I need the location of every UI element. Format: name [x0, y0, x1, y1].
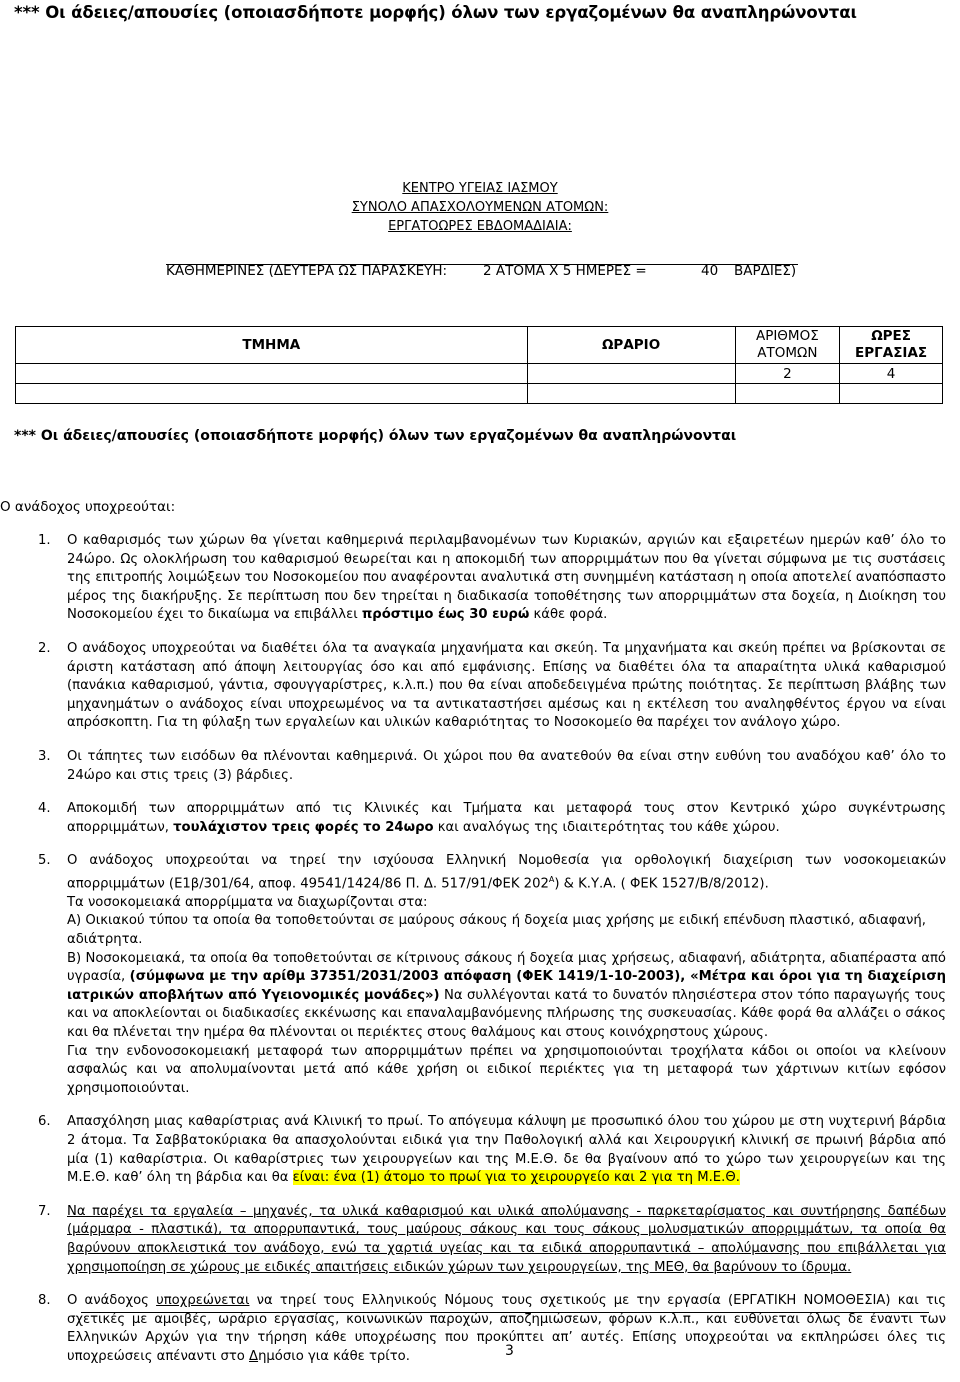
list-item: [0, 640, 960, 733]
item-text: Να παρέχει τα εργαλεία – μηχανές, τα υλικά καθαρισμού και υλικά απολύμανσης - παρκεταρίσματος και συντήρησης δαπέδων (μάρμαρα - πλαστικά), τα απορρυπαντικά, τους μαύρους σάκους και τους σάκους μολυσματικών απορριμμάτων, τα οποία θα βαρύνουν αποκλειστικά τον ανάδοχο, ενώ τα χαρτιά υγείας και τα ειδικά απορρυπαντικά – απολύμανσης που επιβάλλεται για χρησιμοποίηση σε χώρους με ειδικές απαιτήσεις ειδικών χώρων των χειρουργείων, της ΜΕΘ, θα βαρύνουν το ίδρυμα.: [67, 1203, 946, 1275]
item-number: 8.: [38, 1293, 51, 1309]
waste-category-a: Α) Οικιακού τύπου τα οποία θα τοποθετούνται σε μαύρους σάκους ή δοχεία μιας χρήσης με ειδική επένδυση πλαστικό, αδιαφανή, αδιάτρητα.: [67, 913, 926, 948]
item-text: Ο ανάδοχος υποχρεώνεται να τηρεί τους Ελληνικούς Νόμους τους σχετικούς με την εργασία (ΕΡΓΑΤΙΚΗ ΝΟΜΟΘΕΣΙΑ) και τις σχετικές με αμοιβές, ωράριο εργασίας, κοινωνικών παροχών, αποζημιώσεων, φόρων κ.λ.π., και ευθύνεται όλως δε έναντι των Ελληνικών Αρχών για την τήρηση κάθε υποχρέωσης που προκύπτει απ’ αυτές. Επίσης υποχρεούται να εκπληρώσει όλες τις υποχρεώσεις απέναντι στο Δημόσιο για κάθε τρίτο.: [67, 1293, 946, 1364]
staff-schedule-table: [15, 326, 943, 404]
cell-department: [16, 364, 528, 384]
highlighted-text: είναι: ένα (1) άτομο το πρωί για το χειρουργείο και 2 για τη Μ.Ε.Θ.: [292, 1170, 740, 1186]
cell-hours: 4: [840, 364, 943, 384]
item-number: 5.: [38, 853, 51, 869]
list-item: [0, 1292, 960, 1366]
item-text: Οι τάπητες των εισόδων θα πλένονται καθημερινά. Οι χώροι που θα ανατεθούν θα είναι στην ευθύνη του αναδόχου καθ’ όλο το 24ώρο και στις τρεις (3) βάρδιες.: [67, 748, 946, 783]
item-number: 1.: [38, 533, 51, 548]
list-item: [0, 800, 960, 837]
summary-value: 40: [701, 263, 719, 279]
summary-label: ΚΑΘΗΜΕΡΙΝΕΣ (ΔΕΥΤΕΡΑ ΩΣ ΠΑΡΑΣΚΕΥΗ:: [166, 263, 448, 279]
item-text: Αποκομιδή των απορριμμάτων από τις Κλινικές και Τμήματα και μεταφορά τους στον Κεντρικό χώρο συγκέντρωσης απορριμμάτων, τουλάχιστον τρεις φορές το 24ωρο και αναλόγως της ιδιαιτερότητας του κάθε χώρου.: [67, 801, 946, 835]
list-item: [0, 532, 960, 625]
cell-schedule: [527, 364, 735, 384]
waste-categories-intro: Τα νοσοκομειακά απορρίμματα να διαχωρίζονται στα:: [67, 894, 428, 910]
absence-note: *** Οι άδειες/απουσίες (οποιασδήποτε μορφής) όλων των εργαζομένων θα αναπληρώνονται: [14, 428, 737, 444]
table-row-empty: [16, 384, 943, 404]
summary-unit: ΒΑΡΔΙΕΣ): [734, 263, 797, 279]
header-schedule: ΩΡΑΡΙΟ: [527, 327, 735, 364]
cell-persons: 2: [735, 364, 840, 384]
item-text: Ο ανάδοχος υποχρεούται να διαθέτει όλα τα αναγκαία μηχανήματα και σκεύη. Τα μηχανήματα και σκεύη πρέπει να βρίσκονται σε άριστη κατάσταση από άποψη λειτουργίας όσο και από εμφάνισης. Επίσης να διαθέτει όλα τα απαραίτητα υλικά καθαρισμού (πανάκια καθαρισμού, γάντια, σφουγγαρίστρες, κ.λ.π.) που θα είναι αποδεδειγμένα πρώτης ποιότητας. Σε περίπτωση βλάβης των μηχανημάτων ο ανάδοχος είναι υποχρεωμένος να τα αντικαταστήσει αμέσως και η εκτέλεση του αναληφθέντος έργου να είναι απρόσκοπτη. Για τη φύλαξη των εργαλείων και υλικών καθαριότητας το Νοσοκομείο θα παρέχει τον ανάλογο χώρο.: [67, 640, 946, 731]
item-number: 4.: [38, 801, 51, 817]
footer-divider: [81, 1312, 929, 1313]
item-number: 3.: [38, 748, 51, 764]
item-text: Ο καθαρισμός των χώρων θα γίνεται καθημερινά περιλαμβανομένων των Κυριακών, αργιών και εξαιρετέων ημερών καθ’ όλο το 24ώρο. Ως ολοκλήρωση του καθαρισμού θεωρείται και η αποκομιδή των απορριμμάτων που θα γίνεται σύμφωνα με τις συστάσεις της επιτροπής λοιμώξεων του Νοσοκομείου που αναφέρονται αναλυτικά στη συνημμένη κατάσταση η οποία αποτελεί αναπόσπαστο μέρος της διακήρυξης. Σε περίπτωση που δεν τηρείται η διαδικασία τοποθέτησης των απορριμμάτων στα δοχεία, η Διοίκηση του Νοσοκομείου έχει το δικαίωμα να επιβάλλει πρόστιμο έως 30 ευρώ κάθε φορά.: [67, 533, 946, 623]
table-header-row: [16, 327, 943, 364]
header-hours: ΩΡΕΣ ΕΡΓΑΣΙΑΣ: [840, 327, 943, 364]
waste-category-b: Β) Νοσοκομειακά, τα οποία θα τοποθετούνται σε κίτρινους σάκους ή δοχεία μιας χρήσεως, αδιαφανή, αδιάτρητα, αδιαπέραστα από υγρασία, (σύμφωνα με την αρίθμ 37351/2031/2003 απόφαση (ΦΕΚ 1419/1-10-2003), «Μέτρα και όροι για τη διαχείριση ιατρικών αποβλήτων από Υγειονομικές μονάδες») Να συλλέγονται κατά το δυνατόν πλησιέστερα στον τόπο παραγωγής τους και να αποκλείονται οι διαδικασίες εκκένωσης και επαναλαμβανόμενης πλήρωσης της συσκευασίας. Κάθε φορά θα αλλάζει ο σάκος και θα πλένεται την ημέρα θα πλένονται οι περιέκτες στους θαλάμους και στους κοινόχρηστους χώρους.: [67, 950, 946, 1041]
item-text: Απασχόληση μιας καθαρίστριας ανά Κλινική το πρωί. Το απόγευμα κάλυψη με προσωπικό όλου του χώρου με στη νυχτερινή βάρδια 2 άτομα. Τα Σαββατοκύριακα θα απασχολούνται ειδικά για την Παθολογική αλλά και Χειρουργική κλινική σε πρωινή βάρδια από μία (1) καθαρίστρια. Οι καθαρίστριες των χειρουργείων και της Μ.Ε.Θ. δε θα βγαίνουν από το χώρο των χειρουργείων και της Μ.Ε.Θ. καθ’ όλη τη βάρδια και θα είναι: ένα (1) άτομο το πρωί για το χειρουργείο και 2 για τη Μ.Ε.Θ.: [67, 1114, 946, 1186]
list-item: [0, 852, 960, 1098]
item-number: 7.: [38, 1203, 51, 1219]
absence-note-top: *** Οι άδειες/απουσίες (οποιασδήποτε μορφής) όλων των εργαζομένων θα αναπληρώνονται: [14, 3, 857, 22]
summary-formula: 2 ΑΤΟΜΑ Χ 5 ΗΜΕΡΕΣ =: [483, 263, 647, 279]
page-number: 3: [505, 1343, 514, 1359]
header-persons: ΑΡΙΘΜΟΣ ΑΤΟΜΩΝ: [735, 327, 840, 364]
item-text: Ο ανάδοχος υποχρεούται να τηρεί την ισχύουσα Ελληνική Νομοθεσία για ορθολογική διαχείριση των νοσοκομειακών απορριμμάτων (Ε1β/301/64, αποφ. 49541/1424/86 Π. Δ. 517/91/ΦΕΚ $202^A$) & Κ.Υ.Α. ( ΦΕΚ 1527/Β/8/2012).: [67, 853, 946, 892]
total-staff-label: ΣΥΝΟΛΟ ΑΠΑΣΧΟΛΟΥΜΕΝΩΝ ΑΤΟΜΩΝ:: [351, 200, 609, 215]
health-center-title: ΚΕΝΤΡΟ ΥΓΕΙΑΣ ΙΑΣΜΟΥ: [402, 181, 558, 196]
table-row: [16, 364, 943, 384]
list-item: [0, 748, 960, 785]
item-number: 6.: [38, 1114, 51, 1130]
obligations-label: Ο ανάδοχος υποχρεούται:: [0, 499, 176, 515]
weekday-shift-summary: [166, 263, 798, 279]
waste-transport: Για την ενδονοσοκομειακή μεταφορά των απορριμμάτων πρέπει να χρησιμοποιούνται τροχήλατα κάδοι οι οποίοι να κλείνουν ασφαλώς και να απολυμαίνονται μετά από κάθε χρήση οι ειδικοί περιέκτες για τη μεταφορά των χάρτινων κιτίων εφόσον χρησιμοποιούνται.: [67, 1043, 946, 1096]
weekly-hours-label: ΕΡΓΑΤΟΩΡΕΣ ΕΒΔΟΜΑΔΙΑΙΑ:: [388, 219, 572, 234]
header-department: ΤΜΗΜΑ: [16, 327, 528, 364]
list-item: [0, 1203, 960, 1277]
list-item: [0, 1113, 960, 1187]
obligations-list: [0, 532, 960, 1382]
item-number: 2.: [38, 640, 51, 656]
